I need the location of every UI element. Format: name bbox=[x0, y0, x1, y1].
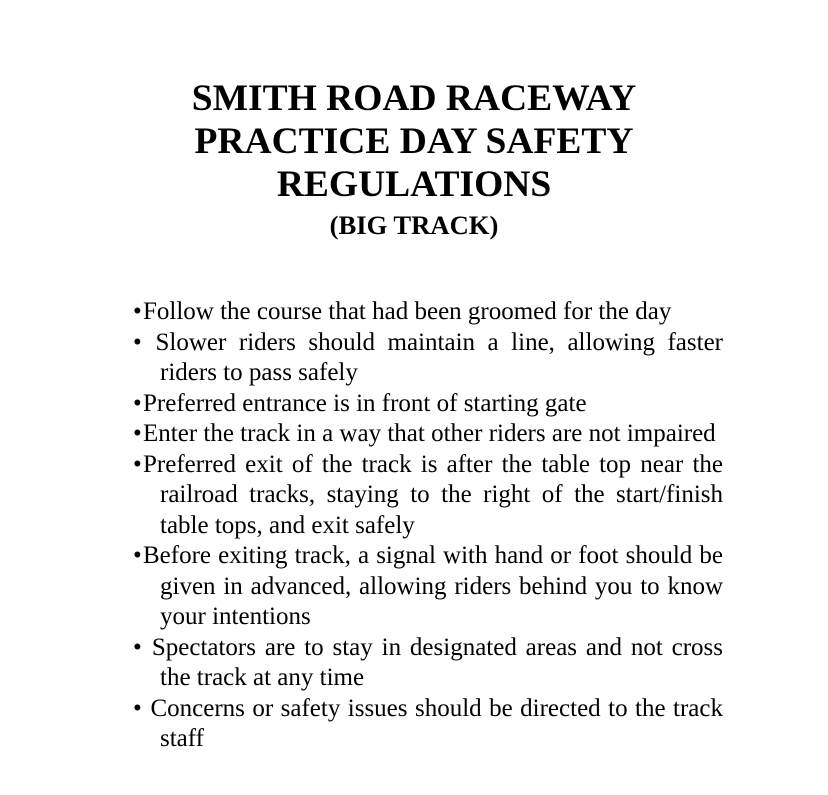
regulation-item-3: • Preferred entrance is in front of starting gate bbox=[133, 389, 723, 420]
regulations-list bbox=[133, 297, 723, 755]
regulation-item-4: • Enter the track in a way that other riders are not impaired bbox=[133, 419, 723, 450]
regulation-item-2: • Slower riders should maintain a line, allowing faster riders to pass safely bbox=[133, 328, 723, 389]
document-subtitle: (BIG TRACK) bbox=[329, 210, 499, 240]
title-line-3: REGULATIONS bbox=[276, 164, 552, 205]
document-title bbox=[0, 0, 828, 243]
regulation-item-7: • Spectators are to stay in designated areas and not cross the track at any time bbox=[133, 633, 723, 694]
regulation-item-6: • Before exiting track, a signal with hand or foot should be given in advanced, allowing riders behind you to know your intentions bbox=[133, 541, 723, 633]
regulation-item-1: • Follow the course that had been groomed for the day bbox=[133, 297, 723, 328]
regulation-item-8: • Concerns or safety issues should be directed to the track staff bbox=[133, 694, 723, 755]
title-line-1: SMITH ROAD RACEWAY bbox=[191, 78, 637, 119]
regulation-item-5: • Preferred exit of the track is after the table top near the railroad tracks, staying to the right of the start/finish table tops, and exit safely bbox=[133, 450, 723, 542]
title-line-2: PRACTICE DAY SAFETY bbox=[194, 121, 634, 162]
